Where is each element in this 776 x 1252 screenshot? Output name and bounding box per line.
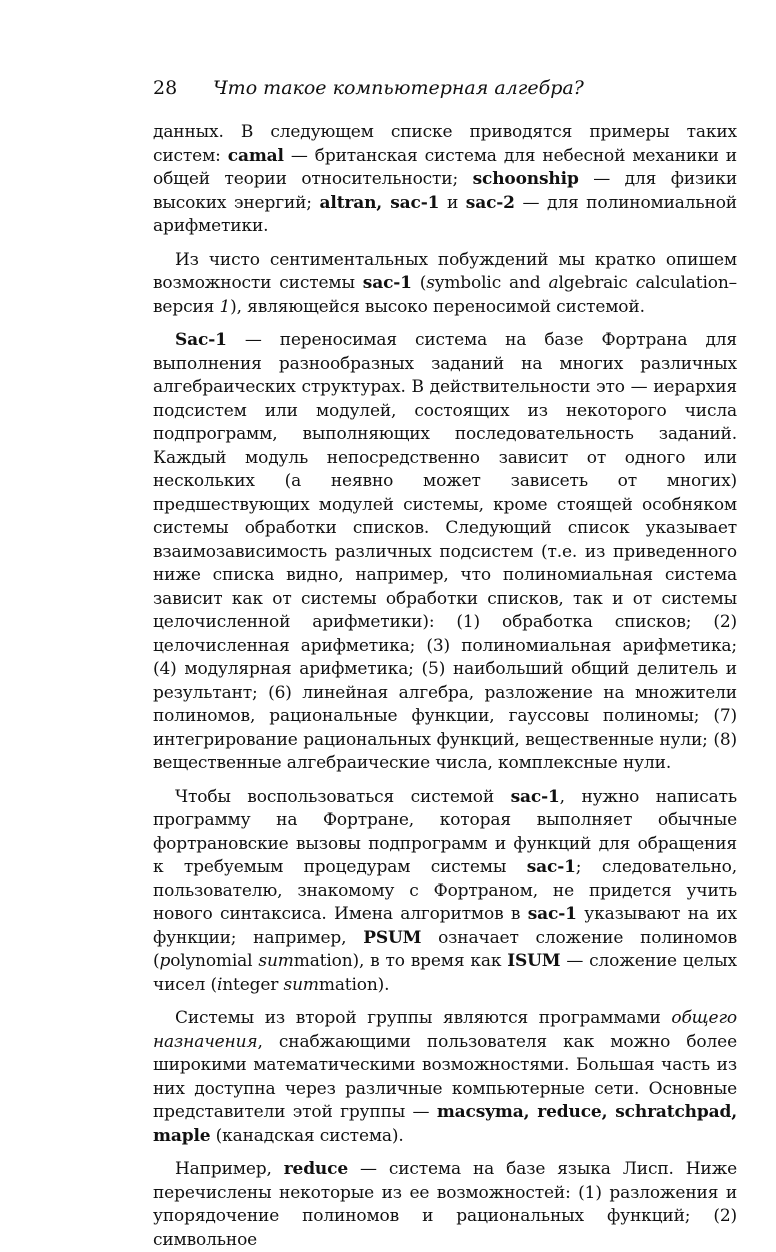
bold-term: sac-1: [526, 857, 576, 877]
italic-text: i: [216, 974, 223, 995]
italic-text: c: [635, 273, 646, 293]
body-text: lgebraic: [558, 273, 636, 293]
bold-term: Sac-1: [175, 330, 227, 350]
bold-term: schoonship: [472, 169, 579, 189]
body-text: (канадская система).: [210, 1125, 404, 1146]
paragraph: [153, 786, 737, 998]
body-text: , нужно написать программу на Фортране, которая выполняет обычные фортрановские вызовы подпрограмм и функций для обращения к требуемым процедурам системы: [153, 786, 737, 877]
body-text: ), являющейся высоко переносимой системой.: [230, 296, 645, 317]
body-text: Системы из второй группы являются программами: [175, 1008, 672, 1028]
body-text: nteger: [222, 974, 284, 995]
body-text: — сложение целых чисел (: [153, 951, 737, 995]
bold-term: camal: [227, 145, 284, 166]
body-text: , снабжающими пользователя как можно более широкими математическими возможностями. Большая часть из них доступна через различные компьютерные сети. Основные представители этой группы —: [153, 1031, 737, 1122]
italic-text: общего назначения: [153, 1008, 737, 1052]
italic-text: s: [426, 273, 435, 293]
paragraph: [153, 121, 737, 239]
bold-term: ISUM: [507, 951, 561, 971]
body-text: — система на базе языка Лисп. Ниже перечислены некоторые из ее возможностей: (1) разложения и упорядочение полиномов и рациональных функций; (2) символьное: [153, 1159, 737, 1250]
bold-term: sac-2: [465, 192, 515, 213]
body-text: mation), в то время как: [293, 951, 508, 971]
italic-text: sum: [283, 974, 319, 995]
bold-term: reduce: [283, 1159, 349, 1179]
bold-term: sac-1: [362, 273, 412, 293]
bold-term: sac-1: [527, 904, 577, 924]
italic-text: a: [548, 273, 559, 293]
body-text: Например,: [175, 1159, 284, 1179]
running-title: Что такое компьютерная алгебра?: [213, 77, 584, 99]
body-text: — для полиномиальной арифметики.: [153, 192, 737, 236]
page-number: 28: [153, 77, 178, 99]
body-text: mation).: [318, 974, 390, 995]
body-text: и: [439, 192, 466, 213]
body-text: — для физики высоких энергий;: [153, 169, 737, 213]
body-text: alculation–версия: [153, 273, 737, 317]
body-text: Чтобы воспользоваться системой: [175, 786, 511, 807]
italic-text: 1: [219, 296, 231, 317]
bold-term: macsyma, reduce, schratchpad, maple: [153, 1102, 737, 1146]
running-header: [153, 72, 737, 104]
body-text: — британская система для небесной механики и общей теории относительности;: [153, 145, 737, 189]
paragraph: [153, 329, 737, 776]
paragraph: [153, 1007, 737, 1148]
body-text: olynomial: [170, 951, 259, 971]
body-text: ; следовательно, пользователю, знакомому с Фортраном, не придется учить нового синтаксиса. Имена алгоритмов в: [153, 857, 737, 924]
body-text: указывают на их функции; например,: [153, 904, 737, 948]
body-text: — переносимая система на базе Фортрана для выполнения разнообразных заданий на многих различных алгебраических структурах. В действительности это — иерархия подсистем или модулей, состоящих из некоторого числа подпрограмм, выполняющих последовательность заданий. Каждый модуль непосредственно зависит от одного или нескольких (а неявно может зависеть от многих) предшествующих модулей системы, кроме стоящей особняком системы обработки списков. Следующий список указывает взаимозависимость различных подсистем (т.е. из приведенного ниже списка видно, например, что полиномиальная система зависит как от системы обработки списков, так и от системы целочисленной арифметики): (1) обработка списков; (2) целочисленная арифметика; (3) полиномиальная арифметика; (4) модулярная арифметика; (5) наибольший общий делитель и результант; (6) линейная алгебра, разложение на множители полиномов, рациональные функции, гауссовы полиномы; (7) интегрирование рациональных функций, вещественные нули; (8) вещественные алгебраические числа, комплексные нули.: [153, 330, 737, 773]
body-text: ymbolic and: [434, 273, 549, 293]
italic-text: p: [159, 951, 171, 971]
body-text: Из чисто сентиментальных побуждений мы кратко опишем возможности системы: [153, 249, 737, 293]
italic-text: sum: [258, 951, 294, 971]
paragraph: [153, 249, 737, 320]
bold-term: altran, sac-1: [319, 192, 440, 213]
body-text: (: [411, 273, 427, 293]
page-body: [153, 121, 737, 1252]
bold-term: PSUM: [363, 927, 422, 948]
body-text: данных. В следующем списке приводятся примеры таких систем:: [153, 122, 737, 166]
book-page: [153, 72, 737, 1252]
paragraph: [153, 1158, 737, 1252]
bold-term: sac-1: [510, 786, 560, 807]
body-text: означает сложение полиномов (: [153, 927, 738, 971]
